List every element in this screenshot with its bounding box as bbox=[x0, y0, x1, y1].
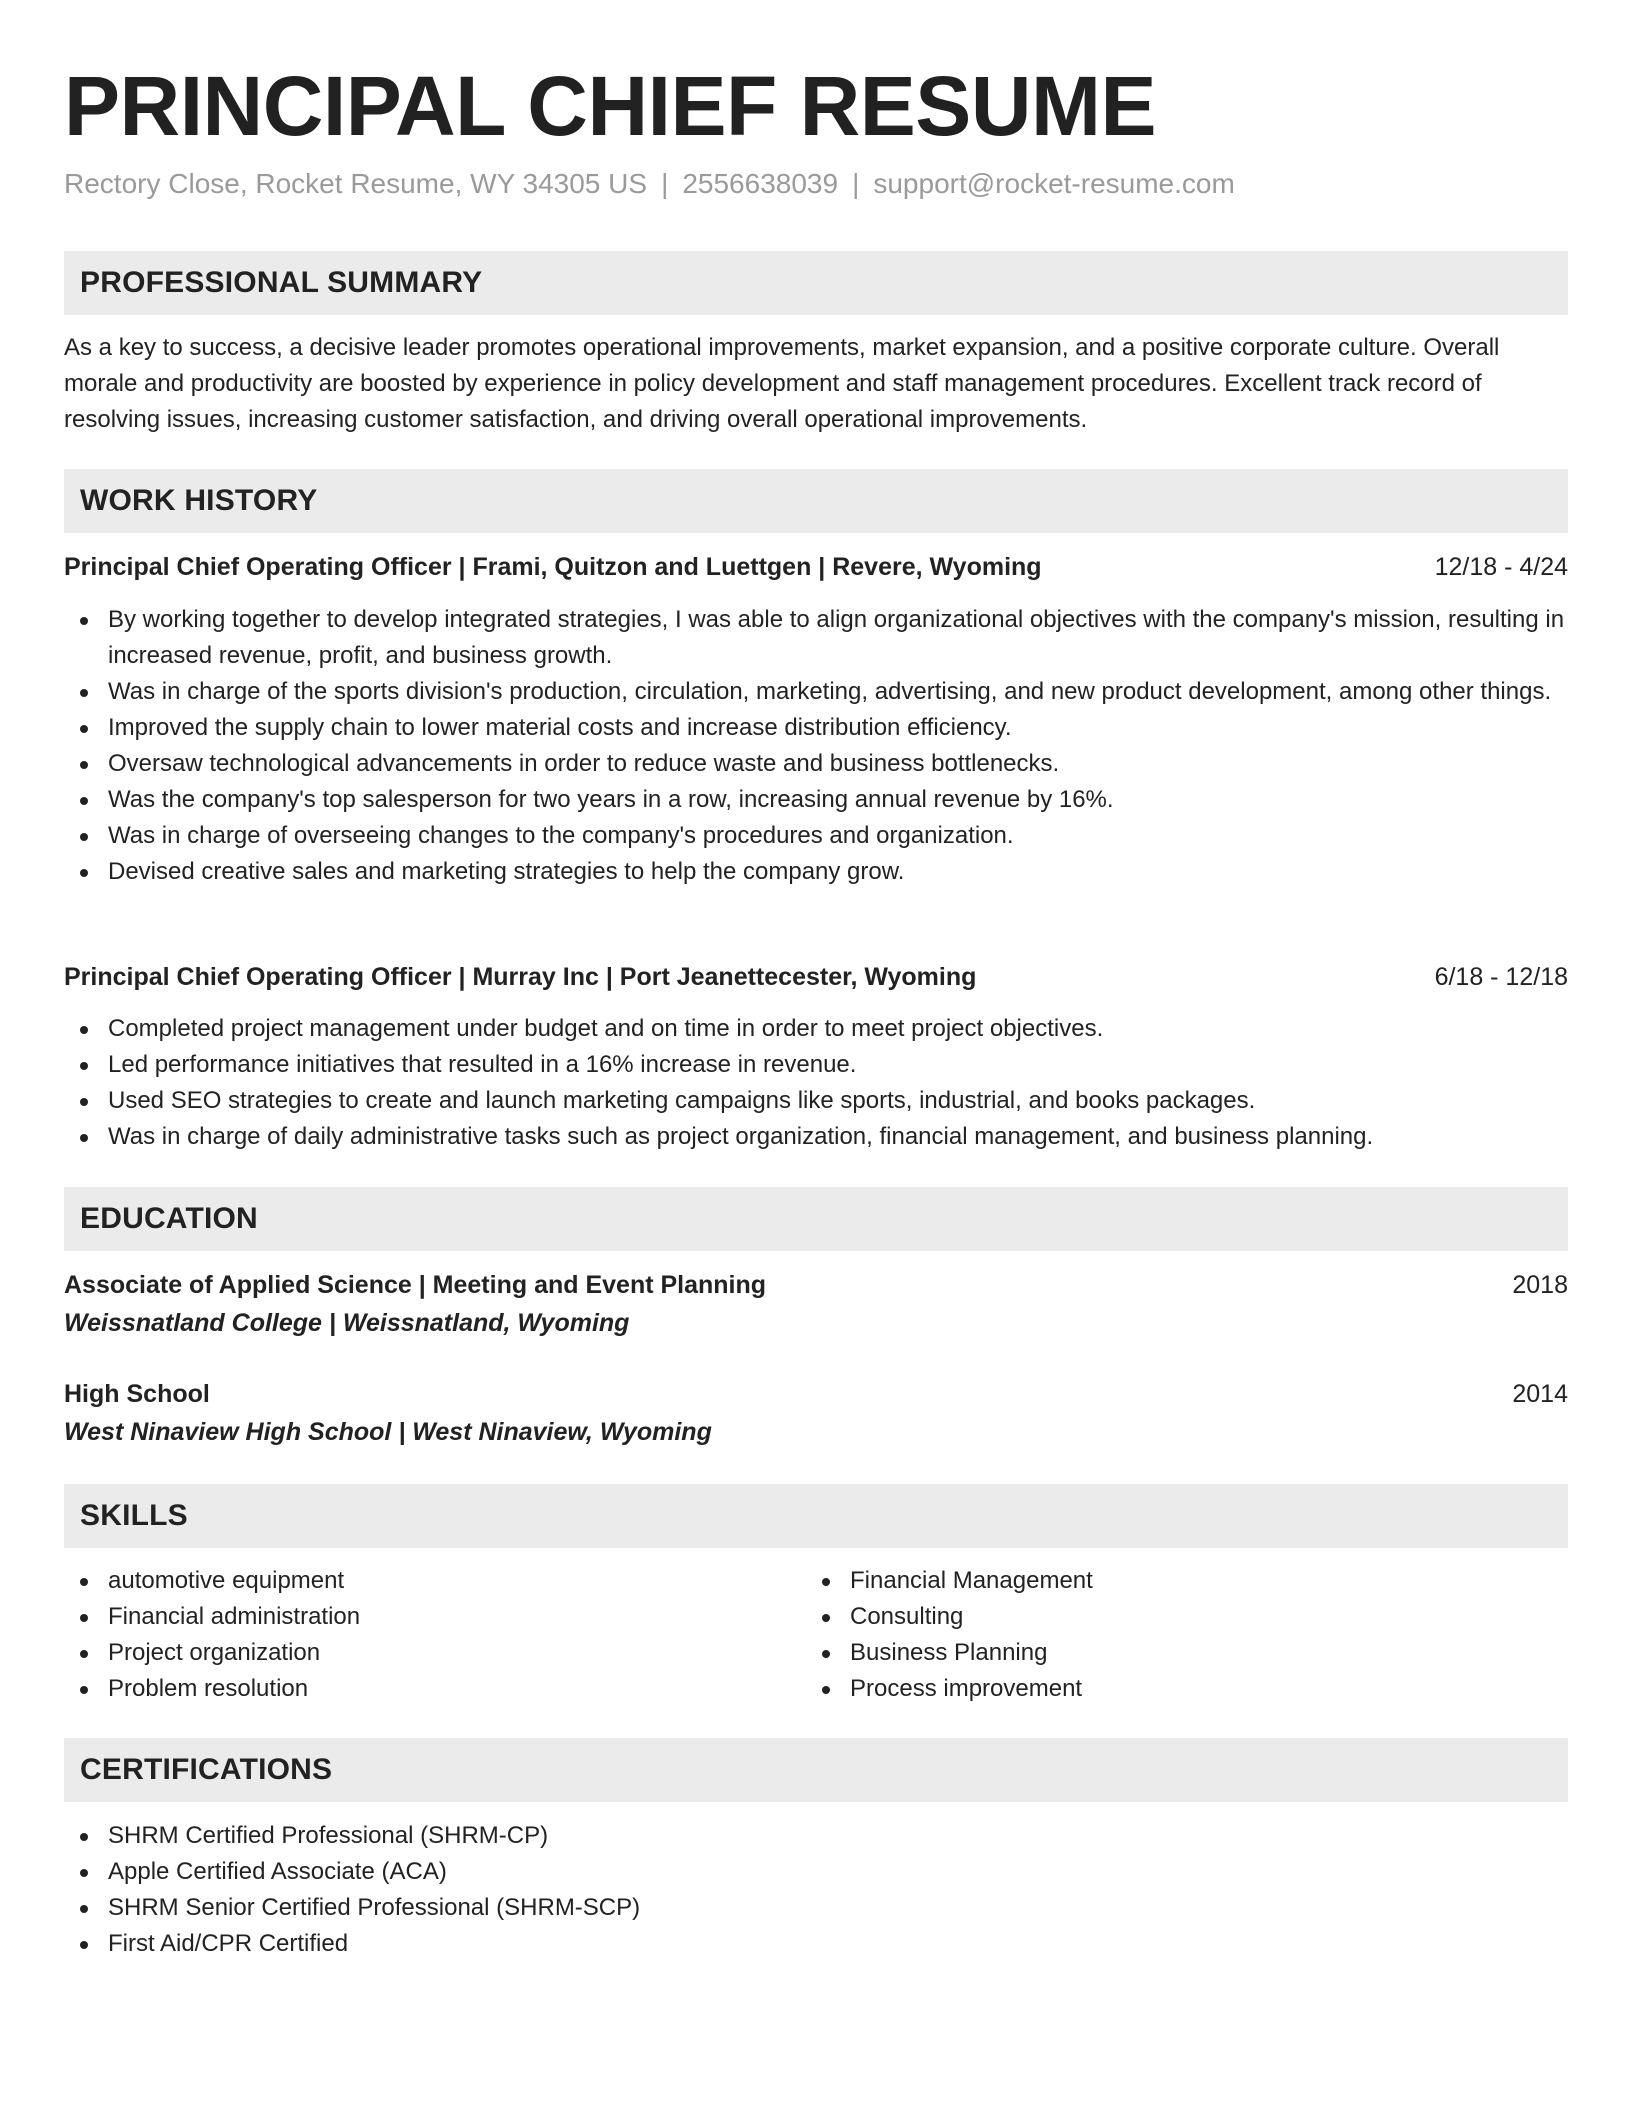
work-section-header bbox=[64, 469, 1568, 533]
degree-title: Associate of Applied Science | Meeting and Event Planning bbox=[64, 1271, 767, 1299]
job-bullets bbox=[64, 602, 1568, 890]
list-item: Was in charge of overseeing changes to the company's procedures and organization. bbox=[64, 818, 1568, 854]
job-title: Principal Chief Operating Officer | Murray Inc | Port Jeanettecester, Wyoming bbox=[64, 963, 977, 991]
list-item: Led performance initiatives that resulted in a 16% increase in revenue. bbox=[64, 1047, 1568, 1083]
job-dates: 6/18 - 12/18 bbox=[1434, 963, 1568, 991]
skill-item: Financial administration bbox=[64, 1599, 1568, 1635]
certification-item: First Aid/CPR Certified bbox=[64, 1926, 1568, 1962]
school-name: Weissnatland College | Weissnatland, Wyoming bbox=[64, 1309, 630, 1337]
contact-address: Rectory Close, Rocket Resume, WY 34305 US bbox=[64, 168, 648, 199]
contact-phone: 2556638039 bbox=[682, 168, 839, 199]
certifications-heading: CERTIFICATIONS bbox=[80, 1753, 333, 1786]
skill-item: Process improvement bbox=[806, 1671, 1632, 1707]
certifications-list bbox=[64, 1818, 1568, 1962]
job-dates: 12/18 - 4/24 bbox=[1434, 553, 1568, 581]
list-item: Was the company's top salesperson for two years in a row, increasing annual revenue by 16%. bbox=[64, 782, 1568, 818]
skills-list-right bbox=[806, 1563, 1632, 1707]
skill-item: Problem resolution bbox=[64, 1671, 1568, 1707]
skills-heading: SKILLS bbox=[80, 1499, 188, 1532]
summary-section-header bbox=[64, 251, 1568, 315]
list-item: Devised creative sales and marketing strategies to help the company grow. bbox=[64, 854, 1568, 890]
list-item: Completed project management under budget and on time in order to meet project objectives. bbox=[64, 1011, 1568, 1047]
job-title: Principal Chief Operating Officer | Frami, Quitzon and Luettgen | Revere, Wyoming bbox=[64, 553, 1042, 581]
list-item: By working together to develop integrated strategies, I was able to align organizational objectives with the company's mission, resulting in increased revenue, profit, and business growth. bbox=[64, 602, 1568, 674]
summary-text: As a key to success, a decisive leader promotes operational improvements, market expansion, and a positive corporate culture. Overall morale and productivity are boosted by experience in policy development and staff management procedures. Excellent track record of resolving issues, increasing customer satisfaction, and driving overall operational improvements. bbox=[64, 334, 1500, 433]
list-item: Improved the supply chain to lower material costs and increase distribution efficiency. bbox=[64, 710, 1568, 746]
education-section-header bbox=[64, 1187, 1568, 1251]
contact-separator: | bbox=[661, 168, 669, 199]
resume-name: PRINCIPAL CHIEF RESUME bbox=[64, 59, 1156, 153]
contact-line bbox=[64, 164, 1235, 204]
certification-item: SHRM Senior Certified Professional (SHRM-SCP) bbox=[64, 1890, 1568, 1926]
certifications-section-header bbox=[64, 1738, 1568, 1802]
summary-heading: PROFESSIONAL SUMMARY bbox=[80, 266, 483, 299]
skill-item: Project organization bbox=[64, 1635, 1568, 1671]
degree-title: High School bbox=[64, 1380, 210, 1408]
contact-email: support@rocket-resume.com bbox=[873, 168, 1235, 199]
job-bullets bbox=[64, 1011, 1568, 1155]
certification-item: SHRM Certified Professional (SHRM-CP) bbox=[64, 1818, 1568, 1854]
skill-item: Financial Management bbox=[806, 1563, 1632, 1599]
skill-item: Business Planning bbox=[806, 1635, 1632, 1671]
skills-section-header bbox=[64, 1484, 1568, 1548]
list-item: Used SEO strategies to create and launch marketing campaigns like sports, industrial, and books packages. bbox=[64, 1083, 1568, 1119]
certification-item: Apple Certified Associate (ACA) bbox=[64, 1854, 1568, 1890]
degree-year: 2018 bbox=[1512, 1271, 1568, 1299]
work-heading: WORK HISTORY bbox=[80, 484, 318, 517]
skill-item: Consulting bbox=[806, 1599, 1632, 1635]
degree-year: 2014 bbox=[1512, 1380, 1568, 1408]
list-item: Was in charge of the sports division's production, circulation, marketing, advertising, and new product development, among other things. bbox=[64, 674, 1568, 710]
school-name: West Ninaview High School | West Ninaview, Wyoming bbox=[64, 1418, 712, 1446]
education-heading: EDUCATION bbox=[80, 1202, 258, 1235]
list-item: Was in charge of daily administrative tasks such as project organization, financial management, and business planning. bbox=[64, 1119, 1568, 1155]
contact-separator: | bbox=[852, 168, 860, 199]
skill-item: automotive equipment bbox=[64, 1563, 1568, 1599]
list-item: Oversaw technological advancements in order to reduce waste and business bottlenecks. bbox=[64, 746, 1568, 782]
